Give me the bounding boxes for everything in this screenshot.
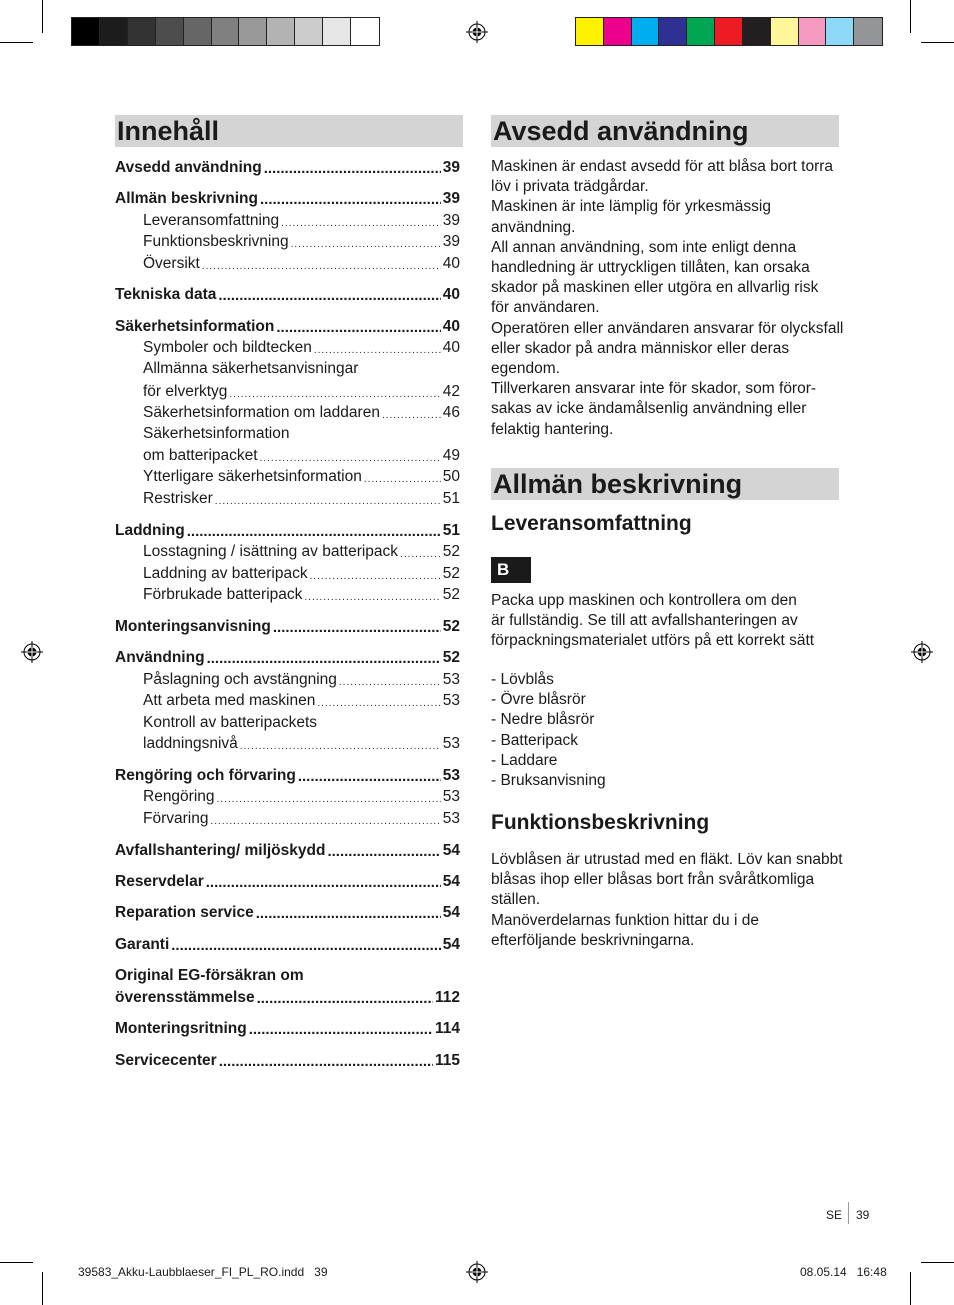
crop-mark xyxy=(42,1272,43,1305)
toc-page-number: 53 xyxy=(442,735,460,752)
toc-leader-dots xyxy=(310,570,441,584)
toc-entry[interactable] xyxy=(115,617,460,637)
text-line: skador på maskinen eller utgöra en allvarlig risk xyxy=(491,279,819,297)
toc-leader-dots xyxy=(206,874,441,892)
toc-entry-label: Monteringsanvisning xyxy=(115,618,271,635)
page-number: 39 xyxy=(856,1208,870,1222)
toc-leader-dots xyxy=(187,523,441,541)
color-swatch xyxy=(156,18,184,45)
text-line: Operatören eller användaren ansvarar för olycksfall xyxy=(491,319,844,337)
color-swatch xyxy=(184,18,212,45)
toc-page-number: 112 xyxy=(434,989,460,1006)
toc-page-number: 40 xyxy=(442,318,460,335)
toc-entry-label: Säkerhetsinformation om laddaren xyxy=(143,404,380,421)
language-code: SE xyxy=(826,1208,843,1222)
text-line: är fullständig. Se till att avfallshanteringen av xyxy=(491,612,798,630)
toc-entry[interactable] xyxy=(115,903,460,923)
toc-leader-dots xyxy=(317,697,440,711)
toc-entry-label: Säkerhetsinformation xyxy=(115,318,275,335)
text-line: förpackningsmaterialet utförs på ett korrekt sätt xyxy=(491,632,815,650)
toc-entry-label: Avsedd användning xyxy=(115,159,262,176)
toc-entry[interactable] xyxy=(143,734,460,754)
toc-page-number: 115 xyxy=(434,1052,460,1069)
color-swatch xyxy=(743,18,771,45)
color-swatch xyxy=(576,18,604,45)
toc-entry-label: Symboler och bildtecken xyxy=(143,339,312,356)
toc-page-number: 53 xyxy=(442,671,460,688)
toc-page-number: 40 xyxy=(442,339,460,356)
toc-entry[interactable] xyxy=(115,766,460,786)
toc-entry-label: Översikt xyxy=(143,255,200,272)
toc-title: Innehåll xyxy=(115,115,463,147)
text-line: användning. xyxy=(491,218,576,236)
toc-entry[interactable] xyxy=(115,966,304,986)
registration-mark-icon xyxy=(21,641,43,663)
toc-page-number: 54 xyxy=(442,842,460,859)
toc-page-number: 52 xyxy=(442,586,460,603)
toc-page-number: 39 xyxy=(442,233,460,250)
intended-use-text xyxy=(491,157,843,440)
registration-mark-icon xyxy=(911,641,933,663)
text-line: All annan användning, som inte enligt denna xyxy=(491,238,797,256)
toc-leader-dots xyxy=(260,191,441,209)
toc-page-number: 39 xyxy=(442,190,460,207)
color-swatch xyxy=(212,18,240,45)
toc-entry[interactable] xyxy=(115,521,460,541)
toc-leader-dots xyxy=(202,260,441,274)
toc-leader-dots xyxy=(281,217,441,231)
toc-entry[interactable] xyxy=(115,841,460,861)
text-line: blåsas ihop eller blåsas bort från svåråtkomliga xyxy=(491,871,815,889)
toc-page-number: 54 xyxy=(442,904,460,921)
toc-entry[interactable] xyxy=(143,338,460,358)
toc-page-number: 40 xyxy=(442,255,460,272)
toc-entry-label: Garanti xyxy=(115,936,170,953)
toc-entry[interactable] xyxy=(143,232,460,252)
toc-entry-label: Kontroll av batteripackets xyxy=(143,714,318,731)
color-swatch xyxy=(659,18,687,45)
color-swatch xyxy=(854,18,882,45)
toc-entry-label: Förvaring xyxy=(143,810,209,827)
toc-entry-label: överensstämmelse xyxy=(115,989,255,1006)
intended-use-title: Avsedd användning xyxy=(491,115,839,147)
toc-entry[interactable] xyxy=(115,935,460,955)
text-line: eller skador på andra människor eller deras xyxy=(491,339,790,357)
toc-entry-label: Allmän beskrivning xyxy=(115,190,258,207)
list-item: - Nedre blåsrör xyxy=(491,711,595,729)
toc-leader-dots xyxy=(314,344,441,358)
toc-entry[interactable] xyxy=(115,1051,460,1071)
toc-leader-dots xyxy=(256,905,441,923)
crop-mark xyxy=(0,1262,33,1263)
toc-entry-label: för elverktyg xyxy=(143,383,228,400)
toc-page-number: 39 xyxy=(442,212,460,229)
toc-entry[interactable] xyxy=(143,691,460,711)
scope-of-delivery-title: Leveransomfattning xyxy=(491,512,692,535)
toc-leader-dots xyxy=(249,1021,433,1039)
toc-entry[interactable] xyxy=(115,158,460,178)
toc-entry[interactable] xyxy=(143,254,460,274)
toc-entry-label: Säkerhetsinformation xyxy=(143,425,290,442)
toc-entry[interactable] xyxy=(115,872,460,892)
print-date: 08.05.14 16:48 xyxy=(800,1265,887,1279)
toc-entry-label: Avfallshantering/ miljöskydd xyxy=(115,842,326,859)
color-swatch xyxy=(826,18,854,45)
color-swatch xyxy=(100,18,128,45)
toc-entry[interactable] xyxy=(115,648,460,668)
toc-entry[interactable] xyxy=(143,359,358,379)
toc-entry-label: Förbrukade batteripack xyxy=(143,586,303,603)
text-line: Maskinen är endast avsedd för att blåsa bort torra xyxy=(491,158,834,175)
file-slug: 39583_Akku-Laubblaeser_FI_PL_RO.indd 39 xyxy=(78,1265,328,1279)
grayscale-color-bar xyxy=(71,17,380,46)
toc-leader-dots xyxy=(215,495,441,509)
toc-page-number: 51 xyxy=(442,522,460,539)
text-line: handledning är uttryckligen tillåten, kan orsaka xyxy=(491,259,810,277)
toc-leader-dots xyxy=(218,287,440,305)
general-description-title: Allmän beskrivning xyxy=(491,468,839,500)
toc-entry-label: Att arbeta med maskinen xyxy=(143,692,316,709)
scope-text xyxy=(491,591,814,652)
toc-entry[interactable] xyxy=(143,564,460,584)
toc-page-number: 40 xyxy=(442,286,460,303)
text-line: Maskinen är inte lämplig för yrkesmässig xyxy=(491,198,771,216)
toc-entry[interactable] xyxy=(115,285,460,305)
toc-page-number: 39 xyxy=(442,159,460,176)
toc-entry-label: Losstagning / isättning av batteripack xyxy=(143,543,399,560)
list-item: - Bruksanvisning xyxy=(491,772,606,790)
toc-page-number: 54 xyxy=(442,873,460,890)
toc-entry-label: Laddning av batteripack xyxy=(143,565,308,582)
toc-entry[interactable] xyxy=(143,489,460,509)
text-line: egendom. xyxy=(491,360,560,378)
toc-leader-dots xyxy=(264,160,441,178)
list-item: - Laddare xyxy=(491,751,558,769)
text-line: sakas av icke ändamålsenlig användning eller xyxy=(491,400,807,418)
toc-page-number: 54 xyxy=(442,936,460,953)
color-swatch xyxy=(351,18,379,45)
function-description-title: Funktionsbeskrivning xyxy=(491,811,710,834)
toc-entry-label: Rengöring xyxy=(143,788,215,805)
toc-entry-label: Tekniska data xyxy=(115,286,217,303)
toc-entry[interactable] xyxy=(143,809,460,829)
toc-entry-label: Reparation service xyxy=(115,904,254,921)
toc-entry-label: Servicecenter xyxy=(115,1052,217,1069)
toc-page-number: 53 xyxy=(442,767,460,784)
toc-entry-label: Leveransomfattning xyxy=(143,212,280,229)
toc-entry[interactable] xyxy=(143,713,317,733)
text-line: Tillverkaren ansvarar inte för skador, som föror- xyxy=(491,380,817,398)
toc-leader-dots xyxy=(219,1053,433,1071)
toc-leader-dots xyxy=(273,619,441,637)
function-text xyxy=(491,850,843,951)
toc-page-number: 53 xyxy=(442,788,460,805)
crop-mark xyxy=(921,1262,954,1263)
toc-leader-dots xyxy=(217,793,441,807)
toc-leader-dots xyxy=(400,548,441,562)
toc-entry-label: Allmänna säkerhetsanvisningar xyxy=(143,360,359,377)
toc-entry-label: Funktionsbeskrivning xyxy=(143,233,289,250)
toc-entry[interactable] xyxy=(143,467,460,487)
toc-leader-dots xyxy=(171,937,440,955)
toc-leader-dots xyxy=(298,768,441,786)
toc-page-number: 52 xyxy=(442,565,460,582)
toc-leader-dots xyxy=(207,650,441,668)
toc-entry[interactable] xyxy=(115,317,460,337)
toc-page-number: 49 xyxy=(442,447,460,464)
toc-entry[interactable] xyxy=(115,988,460,1008)
footer-divider xyxy=(848,1202,849,1224)
toc-leader-dots xyxy=(304,591,440,605)
crop-mark xyxy=(921,42,954,43)
color-swatch xyxy=(715,18,743,45)
text-line: ställen. xyxy=(491,891,541,909)
color-swatch xyxy=(687,18,715,45)
toc-entry-label: Användning xyxy=(115,649,205,666)
toc-page-number: 52 xyxy=(442,649,460,666)
color-swatch xyxy=(323,18,351,45)
toc-leader-dots xyxy=(327,843,440,861)
toc-page-number: 51 xyxy=(442,490,460,507)
toc-entry-label: laddningsnivå xyxy=(143,735,238,752)
toc-leader-dots xyxy=(339,676,441,690)
toc-leader-dots xyxy=(382,409,441,423)
crop-mark xyxy=(42,0,43,33)
toc-entry[interactable] xyxy=(143,446,460,466)
color-swatch xyxy=(799,18,827,45)
toc-page-number: 53 xyxy=(442,810,460,827)
text-line: Lövblåsen är utrustad med en fläkt. Löv kan snabbt xyxy=(491,851,843,868)
toc-entry-label: Rengöring och förvaring xyxy=(115,767,296,784)
toc-entry[interactable] xyxy=(143,670,460,690)
toc-page-number: 53 xyxy=(442,692,460,709)
toc-page-number: 52 xyxy=(442,618,460,635)
text-line: efterföljande beskrivningarna. xyxy=(491,931,695,949)
toc-entry[interactable] xyxy=(143,542,460,562)
toc-entry[interactable] xyxy=(143,787,460,807)
crop-mark xyxy=(0,42,33,43)
color-swatch xyxy=(632,18,660,45)
color-swatch xyxy=(239,18,267,45)
toc-page-number: 114 xyxy=(434,1020,460,1037)
registration-mark-icon xyxy=(466,21,488,43)
toc-leader-dots xyxy=(257,990,433,1008)
list-item: - Batteripack xyxy=(491,731,579,749)
toc-entry-label: Påslagning och avstängning xyxy=(143,671,337,688)
toc-entry[interactable] xyxy=(143,585,460,605)
toc-entry[interactable] xyxy=(143,424,289,444)
crop-mark xyxy=(910,1272,911,1305)
list-item: - Lövblås xyxy=(491,671,554,688)
color-swatch xyxy=(771,18,799,45)
toc-leader-dots xyxy=(229,388,440,402)
toc-leader-dots xyxy=(210,815,440,829)
text-line: för användaren. xyxy=(491,299,600,317)
toc-leader-dots xyxy=(364,473,441,487)
toc-entry[interactable] xyxy=(143,403,460,423)
toc-page-number: 50 xyxy=(442,468,460,485)
toc-entry[interactable] xyxy=(115,189,460,209)
scope-item-list xyxy=(491,670,606,791)
color-swatch xyxy=(128,18,156,45)
toc-entry-label: Restrisker xyxy=(143,490,213,507)
toc-entry[interactable] xyxy=(143,382,460,402)
toc-entry[interactable] xyxy=(115,1019,460,1039)
toc-page-number: 46 xyxy=(442,404,460,421)
list-item: - Övre blåsrör xyxy=(491,691,586,709)
toc-entry-label: Laddning xyxy=(115,522,185,539)
toc-page-number: 42 xyxy=(442,383,460,400)
toc-entry-label: Ytterligare säkerhetsinformation xyxy=(143,468,362,485)
text-line: Manöverdelarnas funktion hittar du i de xyxy=(491,911,759,929)
toc-entry-label: Original EG-försäkran om xyxy=(115,967,304,984)
color-swatch xyxy=(267,18,295,45)
color-swatch xyxy=(295,18,323,45)
toc-leader-dots xyxy=(276,319,440,337)
toc-leader-dots xyxy=(291,238,441,252)
toc-leader-dots xyxy=(240,740,441,754)
toc-entry[interactable] xyxy=(143,211,460,231)
process-color-bar xyxy=(575,17,883,46)
text-line: felaktig hantering. xyxy=(491,420,614,438)
figure-badge: B xyxy=(491,557,531,583)
registration-mark-icon xyxy=(466,1261,488,1283)
toc-entry-label: Monteringsritning xyxy=(115,1020,247,1037)
text-line: Packa upp maskinen och kontrollera om den xyxy=(491,592,797,609)
toc-leader-dots xyxy=(260,452,441,466)
toc-entry-label: om batteripacket xyxy=(143,447,258,464)
crop-mark xyxy=(910,0,911,33)
color-swatch xyxy=(72,18,100,45)
toc-page-number: 52 xyxy=(442,543,460,560)
text-line: löv i privata trädgårdar. xyxy=(491,178,649,196)
color-swatch xyxy=(604,18,632,45)
toc-entry-label: Reservdelar xyxy=(115,873,204,890)
